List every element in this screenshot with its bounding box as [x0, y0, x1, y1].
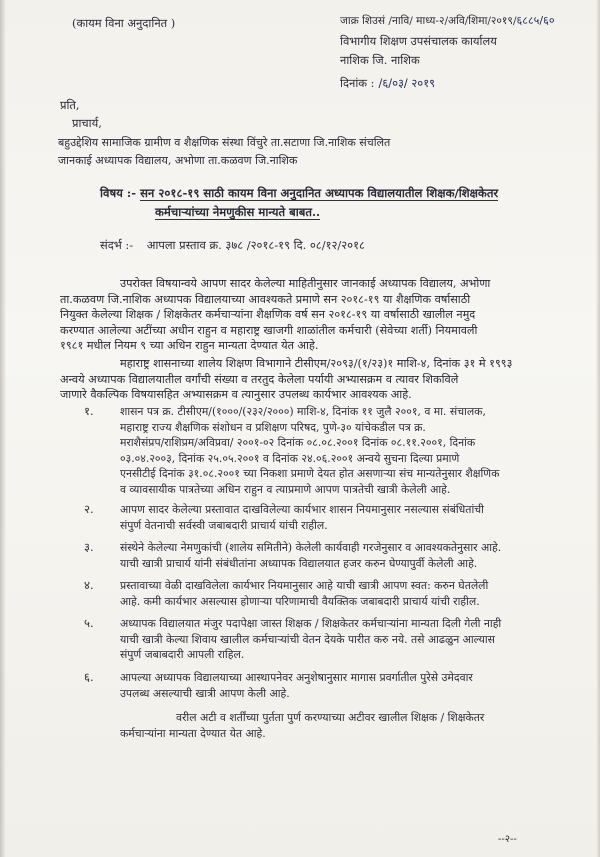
reference-label: संदर्भ :- — [100, 238, 134, 252]
item-line: मराशैसंप्रप/राशिप्रम/अविप्रवा/ २००१-०२ दिनांक ०८.०८.२००१ दिनांक ०८.११.२००१, दिनांक — [120, 436, 476, 450]
item-line: आपण सादर केलेल्या प्रस्तावात दाखविलेल्या कार्यभार शासन नियमानुसार नसल्यास संबंधितांची — [120, 503, 484, 516]
item-line: प्रस्तावाच्या वेळी दाखविलेला कार्यभार नियमानुसार आहे याची खात्री आपण स्वत: करुन घेतलेली — [120, 579, 489, 592]
item-line: महाराष्ट्र राज्य शैक्षणिक संशोधन व प्रशिक्षण परिषद, पुणे-३० यांचेकडील पत्र क्र. — [120, 420, 426, 434]
reference-line — [100, 238, 365, 253]
item-line: ०३.०४.२००३, दिनांक २५.०५.२००१ व दिनांक २४.०६.२००१ अन्वये सुचना दिल्या प्रमाणे — [120, 451, 460, 465]
subject-text-1: सन २०१८-१९ साठी कायम विना अनुदानित अध्यापक विद्यालयातील शिक्षक/शिक्षकेतर — [140, 186, 499, 200]
item-number: ३. — [84, 540, 94, 554]
letter-date — [340, 76, 435, 91]
paragraph-line: नियुक्त केलेल्या शिक्षक / शिक्षकेतर कर्मचाऱ्यांना शैक्षणिक वर्ष सन २०१८-१९ या वर्षासाठी खालील नमुद — [60, 308, 476, 322]
office-location: नाशिक जि. नाशिक — [340, 53, 420, 67]
item-6-text — [120, 670, 580, 701]
item-line: आपल्या अध्यापक विद्यालयाच्या आस्थापनेवर अनुशेषानुसार मागास प्रवर्गातील पुरेसे उमेदवार — [120, 671, 473, 684]
reference-number-handwritten: ६८८५/६० — [516, 14, 555, 27]
date-value: /६/०३/ २०१९ — [378, 76, 436, 90]
paragraph-government — [60, 356, 580, 403]
subject-label: विषय :- — [100, 186, 137, 200]
item-4-text — [120, 578, 580, 609]
item-line: संस्थेने केलेल्या नेमणुकांची (शालेय समितीने) केलेली कार्यवाही गरजेनुसार व आवश्यकतेनुसार आहे. — [120, 541, 502, 554]
page-edge-shadow — [0, 0, 6, 857]
paragraph-intro — [60, 276, 580, 354]
subject-line-1 — [100, 186, 498, 201]
reference-number — [340, 13, 555, 29]
subject-text-2: कर्मचाऱ्यांच्या नेमणुकीस मान्यते बाबत.. — [155, 205, 321, 219]
paragraph-line: जाणारे वैकल्पिक विषयासहित अभ्यासक्रम व त्यानुसार उपलब्ध कार्यभार आवश्यक आहे. — [60, 388, 412, 402]
item-number: १. — [84, 404, 94, 418]
page-marker: --२-- — [498, 834, 517, 845]
subject-line-2 — [155, 205, 320, 220]
recipient-title: प्राचार्य, — [72, 116, 102, 130]
closing-line: वरील अटी व शर्तींच्या पुर्तता पुर्ण करण्याच्या अटीवर खालील शिक्षक / शिक्षकेतर — [176, 711, 485, 724]
item-line: एनसीटीई दिनांक ३१.०८.२००१ च्या निकशा प्रमाणे देयत होत असणाऱ्या संच मान्यतेनुसार शैक्षणिक — [120, 467, 500, 481]
status-label: (कायम विना अनुदानित ) — [72, 16, 176, 30]
item-line: उपलब्ध असल्याची खात्री आपण केली आहे. — [120, 686, 290, 700]
date-label: दिनांक : — [340, 76, 375, 90]
item-line: आहे. कमी कार्यभार असल्यास होणाऱ्या परिणामाची वैयक्तिक जबाबदारी प्राचार्य यांची राहील. — [120, 594, 480, 608]
paragraph-line: उपरोक्त विषयान्वये आपण सादर केलेल्या माहितीनुसार जानकाई अध्यापक विद्यालय, अभोणा — [120, 277, 491, 290]
item-line: अध्यापक विद्यालयात मंजुर पदापेक्षा जास्त शिक्षक / शिक्षकेतर कर्मचाऱ्यांना मान्यता दिली गेली नाही — [120, 617, 502, 630]
item-number: ४. — [84, 578, 94, 592]
recipient-to: प्रति, — [60, 98, 80, 112]
closing-paragraph — [120, 710, 580, 741]
item-5-text — [120, 616, 580, 663]
item-line: याची खात्री केल्या शिवाय खालील कर्मचाऱ्यांची वेतन देयके पारीत करु नये. तसे आढळुन आल्यास — [120, 632, 495, 646]
recipient-institution: बहुउद्देशिय सामाजिक ग्रामीण व शैक्षणिक संस्था विंचुरे ता.सटाणा जि.नाशिक संचलित — [58, 136, 391, 149]
item-3-text — [120, 540, 580, 571]
item-2-text — [120, 502, 580, 533]
item-line: संपुर्ण जबाबदारी आपली राहिल. — [120, 648, 245, 662]
reference-text: आपला प्रस्ताव क्र. ३७८ /२०१८-१९ दि. ०८/१२/२०१८ — [146, 238, 365, 252]
item-line: शासन पत्र क्र. टीसीएम/(१०००/(२३२/२०००) माशि-४, दिनांक ११ जुलै २००१, व मा. संचालक, — [120, 405, 486, 418]
recipient-college: जानकाई अध्यापक विद्यालय, अभोणा ता.कळवण जि.नाशिक — [58, 154, 298, 167]
paragraph-line: ता.कळवण जि.नाशिक अध्यापक विद्यालयाच्या आवश्यकते प्रमाणे सन २०१८-१९ या शैक्षणिक वर्षासाठी — [60, 292, 471, 306]
paragraph-line: अन्वये अध्यापक विद्यालयातील वर्गांची संख्या व तरतुद केलेला पर्यायी अभ्यासक्रम व त्यावर शिकविले — [60, 372, 459, 386]
reference-number-printed: जाक्र शिउसं /नावि/ माध्य-२/अवि/शिमा/२०१९/ — [340, 15, 517, 27]
item-line: व व्यावसायीक पात्रतेच्या अधिन राहुन व त्याप्रमाणे आपण पात्रतेची खात्री केलेली आहे. — [120, 482, 451, 496]
item-number: ५. — [84, 616, 94, 630]
office-name: विभागीय शिक्षण उपसंचालक कार्यालय — [340, 34, 497, 48]
paragraph-line: करण्यात आलेल्या अटींच्या अधीन राहुन व महाराष्ट्र खाजगी शाळांतील कर्मचारी (सेवेच्या शर्ती) नियमावली — [60, 323, 478, 337]
paragraph-line: महाराष्ट्र शासनाच्या शालेय शिक्षण विभागाने टीसीएम/२०९३/(१/२३)१ माशि-४, दिनांक ३१ मे १९९३ — [120, 357, 513, 370]
item-line: याची खात्री प्राचार्य यांनी संबंधीतांना अध्यापक विद्यालयात हजर करुन घेण्यापुर्वी केलेली आहे. — [120, 556, 478, 570]
item-line: संपुर्ण वेतनाची सर्वस्वी जबाबदारी प्राचार्य यांची राहील. — [120, 518, 328, 532]
page-edge-shadow-right — [596, 0, 600, 857]
item-number: २. — [84, 502, 94, 516]
paragraph-line: १९८१ मधील नियम ९ च्या अधिन राहुन मान्यता देण्यात येत आहे. — [60, 339, 319, 353]
closing-line: कर्मचाऱ्यांना मान्यता देण्यात येत आहे. — [120, 726, 266, 740]
item-1-text — [120, 404, 580, 498]
item-number: ६. — [84, 670, 94, 684]
